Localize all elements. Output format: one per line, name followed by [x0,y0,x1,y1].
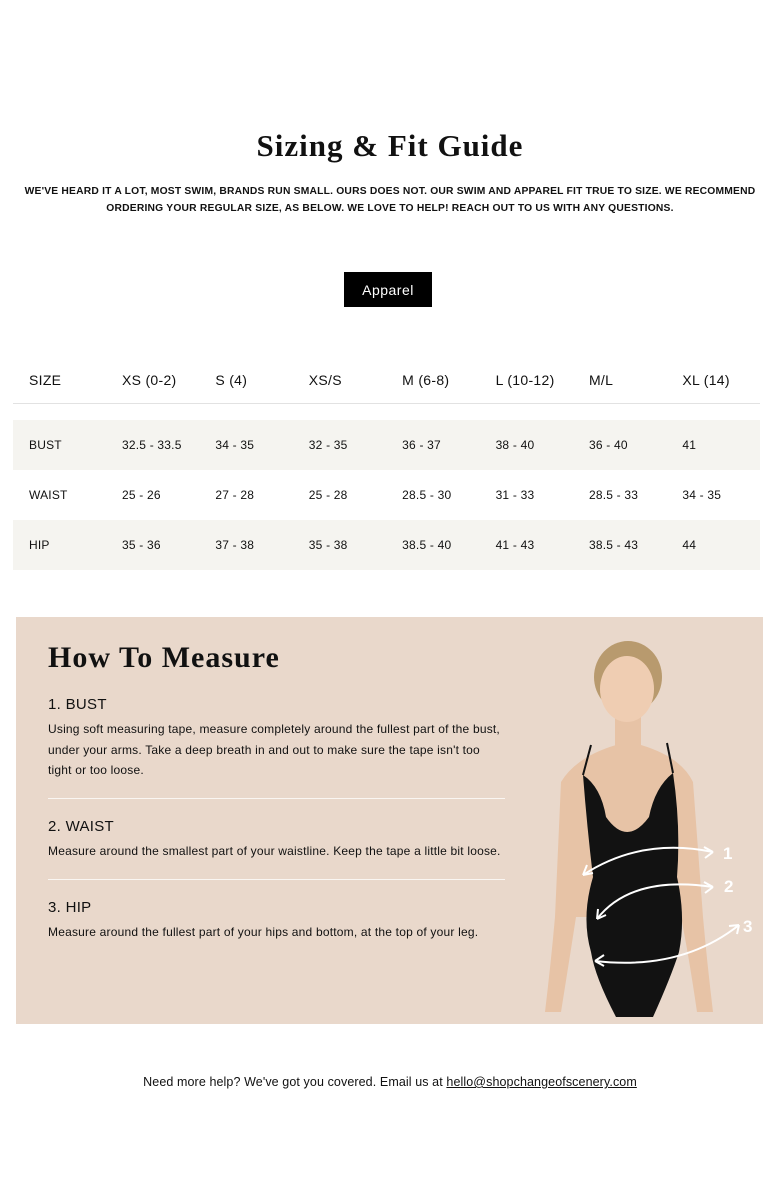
step-heading: 2. WAIST [48,818,115,835]
table-cell: 25 - 26 [122,488,161,502]
label-3: 3 [743,917,753,936]
table-cell: 32 - 35 [308,438,348,452]
step-heading: 3. HIP [48,899,92,916]
measure-step-waist [48,798,505,862]
table-header-cell: XL (14) [682,371,730,388]
table-cell: 38.5 - 40 [402,538,452,552]
model-measurement-illustration [521,617,763,1024]
table-header-row [13,356,760,404]
table-row-bust [13,420,760,470]
measure-step-bust [48,696,505,781]
label-1: 1 [723,844,733,863]
table-cell: 34 - 35 [215,438,255,452]
table-cell: 44 [682,538,697,552]
table-cell: BUST [29,438,62,452]
table-cell: WAIST [29,488,68,502]
table-cell: 34 - 35 [682,488,722,502]
table-row-waist [13,470,760,520]
page-title: Sizing & Fit Guide [256,128,524,163]
step-text: Using soft measuring tape, measure completely around the fullest part of the bust, under your arms. Take a deep breath in and out to make sure the tape isn't too tight or too loose. [48,722,500,777]
table-cell: 28.5 - 33 [588,488,639,502]
table-cell: 36 - 37 [402,438,441,452]
step-heading: 1. BUST [48,696,107,713]
table-row-hip [13,520,760,570]
table-cell: 37 - 38 [215,538,255,552]
table-cell: 35 - 36 [122,538,161,552]
table-header-cell: M/L [588,371,614,388]
table-cell: 32.5 - 33.5 [122,438,182,452]
measure-title: How To Measure [48,641,280,674]
table-header-cell: XS (0-2) [122,371,177,388]
step-text: Measure around the smallest part of your waistline. Keep the tape a little bit loose. [48,844,501,858]
step-text: Measure around the fullest part of your hips and bottom, at the top of your leg. [48,925,479,939]
table-header-cell: SIZE [29,371,62,388]
table-cell: 35 - 38 [308,538,348,552]
intro-text: WE'VE HEARD IT A LOT, MOST SWIM, BRANDS RUN SMALL. OURS DOES NOT. OUR SWIM AND APPAREL FIT TRUE TO SIZE. WE RECOMMEND ORDERING YOUR REGULAR SIZE, AS BELOW. WE LOVE TO HELP! REACH OUT TO US WITH ANY QUESTIONS. [24,186,756,214]
label-2: 2 [724,877,734,896]
table-cell: 27 - 28 [215,488,255,502]
apparel-tab-button[interactable]: Apparel [344,272,432,307]
footer-help [0,1075,780,1089]
table-cell: 41 - 43 [495,538,535,552]
footer-text: Need more help? We've got you covered. Email us at [143,1075,447,1089]
table-cell: 36 - 40 [588,438,628,452]
table-cell: 31 - 33 [495,488,535,502]
table-header-cell: M (6-8) [402,371,450,388]
table-cell: 38 - 40 [495,438,535,452]
table-header-cell: XS/S [308,371,342,388]
table-cell: 41 [682,438,697,452]
size-chart-table [13,356,760,570]
table-cell: 25 - 28 [308,488,348,502]
table-cell: 38.5 - 43 [588,538,639,552]
table-header-cell: S (4) [215,371,248,388]
model-face [600,656,654,722]
table-cell: HIP [29,538,50,552]
email-link[interactable]: hello@shopchangeofscenery.com [446,1075,637,1089]
table-header-cell: L (10-12) [495,371,555,388]
measure-step-hip [48,879,505,943]
how-to-measure-section [16,617,763,1024]
table-cell: 28.5 - 30 [402,488,452,502]
